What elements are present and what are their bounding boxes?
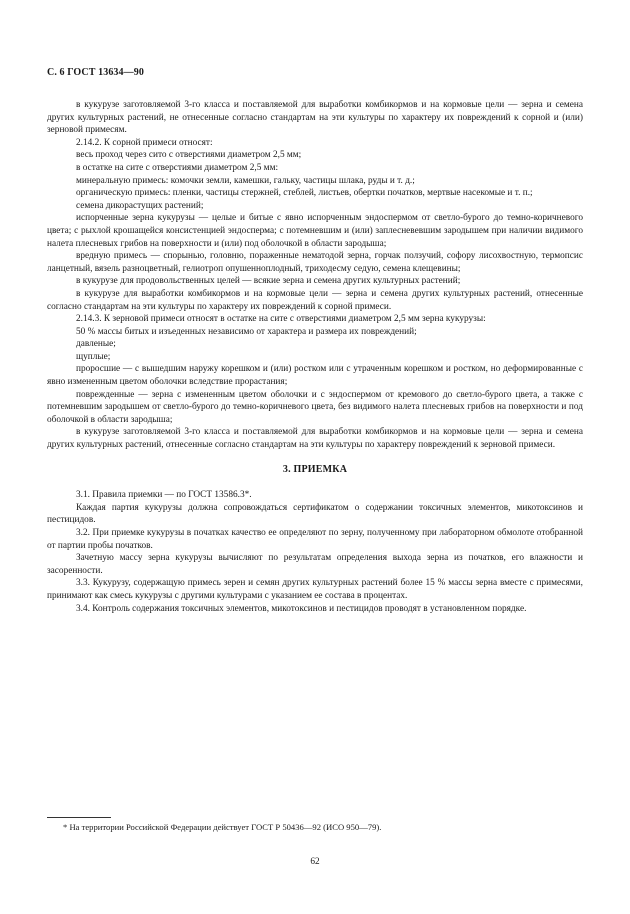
paragraph: в кукурузе заготовляемой 3-го класса и поставляемой для выработки комбикормов и на кормовые цели — зерна и семена других культурных растений, не отнесенные согласно стандартам на эти культуры по характеру их повреждений к сорной и (или) зерновой примесям. — [47, 100, 583, 136]
paragraph: 3.1. Правила приемки — по ГОСТ 13586.3*. — [76, 490, 252, 501]
paragraph: Каждая партия кукурузы должна сопровождаться сертификатом о содержании токсичных элементов, микотоксинов и пестицидов. — [47, 502, 583, 526]
paragraph: семена дикорастущих растений; — [76, 200, 204, 211]
paragraph: испорченные зерна кукурузы — целые и битые с явно испорченным эндоспермом от светло-бурого до темно-коричневого цвета; с рыхлой крошащейся консистенцией эндосперма; с потемневшим и (или) заплесневевшим зародышем при наличии видимого налета плесневых грибов на поверхности и (или) под оболочкой в области зародыша; — [47, 213, 583, 249]
paragraph: 2.14.2. К сорной примеси относят: — [76, 137, 213, 148]
document-body — [47, 99, 583, 615]
paragraph: органическую примесь: пленки, частицы стержней, стеблей, листьев, обертки початков, мертвые насекомые и т. п.; — [76, 188, 533, 199]
footnote-divider — [47, 817, 111, 818]
section-title: 3. ПРИЕМКА — [282, 463, 348, 475]
paragraph: в кукурузе для продовольственных целей — всякие зерна и семена других культурных растений; — [76, 276, 461, 287]
paragraph: проросшие — с вышедшим наружу корешком и (или) ростком или с утраченным корешком и ростком, но деформированные с явно измененным цветом оболочки вследствие прорастания; — [47, 364, 583, 388]
section-2-continuation — [47, 99, 583, 452]
paragraph: в кукурузе для выработки комбикормов и на кормовые цели — зерна и семена других культурных растений, отнесенные согласно стандартам на эти культуры по характеру их повреждений к сорной примеси. — [47, 288, 583, 312]
paragraph: 50 % массы битых и изъеденных независимо от характера и размера их повреждений; — [76, 326, 417, 337]
paragraph: поврежденные — зерна с измененным цветом оболочки и с эндоспермом от кремового до светло-бурого цвета, а также с потемневшим зародышем от светло-бурого до темно-коричневого цвета, без видимого налета плесневых грибов на поверхности и под оболочкой в области зародыша; — [47, 389, 583, 425]
paragraph: 3.3. Кукурузу, содержащую примесь зерен и семян других культурных растений более 15 % массы зерна вместе с примесями, принимают как смесь кукурузы с другими культурами с указанием ее состава в процентах. — [47, 578, 583, 601]
paragraph: минеральную примесь: комочки земли, камешки, гальку, частицы шлака, руды и т. д.; — [76, 175, 415, 186]
paragraph: в остатке на сите с отверстиями диаметром 2,5 мм: — [76, 162, 279, 173]
paragraph: Зачетную массу зерна кукурузы вычисляют по результатам определения выхода зерна из початков, его влажности и засоренности. — [47, 553, 583, 576]
page-number: 62 — [310, 857, 320, 867]
paragraph: вредную примесь — спорынью, головню, пораженные нематодой зерна, горчак ползучий, софору лисохвостную, термопсис ланцетный, вязель разноцветный, гелиотроп опушенноплодный, триходесму седую, семена клещевины; — [47, 251, 583, 274]
paragraph: в кукурузе заготовляемой 3-го класса и поставляемой для выработки комбикормов и на кормовые цели — зерна и семена других культурных растений, отнесенные согласно стандартам на эти культуры по характеру повреждений к зерновой примеси. — [47, 427, 583, 451]
section-3 — [47, 489, 583, 615]
paragraph: давленые; — [76, 339, 116, 350]
paragraph: 3.4. Контроль содержания токсичных элементов, микотоксинов и пестицидов проводят в установленном порядке. — [76, 603, 527, 614]
paragraph: 2.14.3. К зерновой примеси относят в остатке на сите с отверстиями диаметром 2,5 мм зерна кукурузы: — [76, 314, 486, 325]
page-header: С. 6 ГОСТ 13634—90 — [47, 67, 144, 78]
paragraph: весь проход через сито с отверстиями диаметром 2,5 мм; — [76, 150, 302, 161]
footnote: * На территории Российской Федерации действует ГОСТ Р 50436—92 (ИСО 950—79). — [63, 822, 382, 832]
paragraph: 3.2. При приемке кукурузы в початках качество ее определяют по зерну, полученному при лабораторном обмолоте отобранной от партии пробы початков. — [47, 528, 583, 551]
paragraph: щуплые; — [76, 351, 111, 362]
